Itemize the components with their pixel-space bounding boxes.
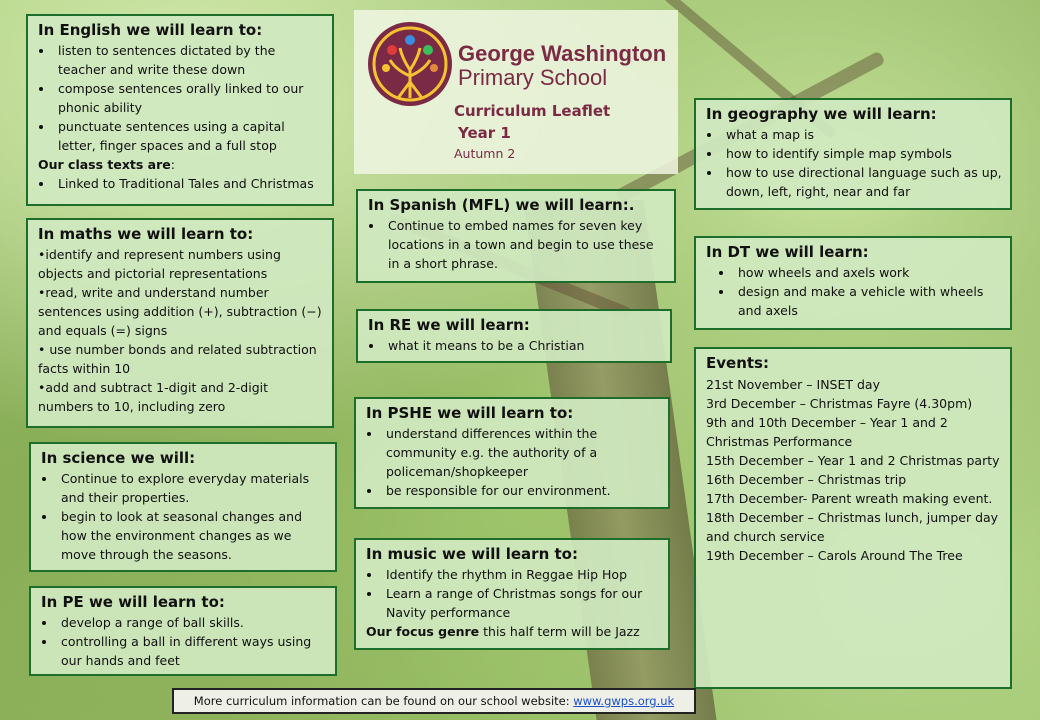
class-texts-label: Our class texts are: [38, 157, 171, 172]
school-logo: [366, 20, 454, 108]
list-item: • how wheels and axels work: [734, 263, 1002, 282]
english-title: In English we will learn to:: [38, 21, 263, 39]
leaflet-title: Curriculum Leaflet: [454, 102, 611, 120]
footer-text: More curriculum information can be found on our school website:: [193, 694, 574, 708]
footer-bar: [172, 688, 696, 714]
music-focus-label: Our focus genre: [366, 624, 480, 639]
website-link[interactable]: www.gwps.org.uk: [573, 694, 675, 708]
science-panel: [29, 442, 337, 572]
spanish-list: [368, 216, 666, 273]
pshe-panel: [354, 397, 670, 509]
list-item: • how to use directional language such as up, down, left, right, near and far: [722, 163, 1002, 201]
list-item: • develop a range of ball skills.: [57, 613, 327, 632]
english-list: [38, 41, 324, 155]
school-name-line2: Primary School: [458, 65, 608, 90]
list-item: • listen to sentences dictated by the teacher and write these down: [54, 41, 324, 79]
maths-line: •add and subtract 1-digit and 2-digit numbers to 10, including zero: [38, 380, 269, 414]
music-focus-text: this half term will be Jazz: [479, 624, 640, 639]
event-item: 18th December – Christmas lunch, jumper day and church service: [706, 510, 999, 544]
geography-title: In geography we will learn:: [706, 105, 937, 123]
list-item: • begin to look at seasonal changes and how the environment changes as we move through the seasons.: [57, 507, 327, 564]
dt-title: In DT we will learn:: [706, 243, 869, 261]
list-item: • understand differences within the community e.g. the authority of a policeman/shopkeeper: [382, 424, 660, 481]
list-item: • Continue to embed names for seven key locations in a town and begin to use these in a short phrase.: [384, 216, 666, 273]
class-texts-list: [38, 174, 324, 193]
event-item: 16th December – Christmas trip: [706, 472, 907, 487]
pe-title: In PE we will learn to:: [41, 593, 225, 611]
event-item: 15th December – Year 1 and 2 Christmas party: [706, 453, 1000, 468]
events-panel: [694, 347, 1012, 689]
event-item: 21st November – INSET day: [706, 377, 880, 392]
science-list: [41, 469, 327, 564]
list-item: • what a map is: [722, 125, 1002, 144]
event-item: 9th and 10th December – Year 1 and 2 Christmas Performance: [706, 415, 948, 449]
pshe-title: In PSHE we will learn to:: [366, 404, 574, 422]
pe-panel: [29, 586, 337, 676]
event-item: 17th December- Parent wreath making event.: [706, 491, 993, 506]
geography-list: [706, 125, 1002, 201]
maths-line: •read, write and understand number sentences using addition (+), subtraction (−) and equals (=) signs: [38, 285, 322, 338]
music-panel: [354, 538, 670, 650]
school-name: [458, 42, 666, 90]
science-title: In science we will:: [41, 449, 196, 467]
spanish-title-text: In Spanish (MFL) we will learn:: [368, 196, 629, 214]
school-name-line1: George Washington: [458, 41, 667, 66]
music-list: [366, 565, 660, 622]
list-item: • punctuate sentences using a capital letter, finger spaces and a full stop: [54, 117, 324, 155]
list-item: • Continue to explore everyday materials and their properties.: [57, 469, 327, 507]
english-panel: [26, 14, 334, 206]
list-item: • controlling a ball in different ways using our hands and feet: [57, 632, 327, 670]
maths-title: In maths we will learn to:: [38, 225, 254, 243]
music-focus: [366, 622, 660, 641]
class-texts-colon: :: [170, 157, 175, 172]
event-item: 3rd December – Christmas Fayre (4.30pm): [706, 396, 973, 411]
leaflet-year: Year 1: [458, 124, 511, 142]
events-title: Events:: [706, 354, 769, 372]
list-item: • Learn a range of Christmas songs for our Navity performance: [382, 584, 660, 622]
event-item: 19th December – Carols Around The Tree: [706, 548, 963, 563]
maths-panel: [26, 218, 334, 428]
spanish-title: [368, 195, 666, 215]
music-title: In music we will learn to:: [366, 545, 578, 563]
geography-panel: [694, 98, 1012, 210]
class-texts-heading: [38, 155, 324, 174]
list-item: • design and make a vehicle with wheels and axels: [734, 282, 1002, 320]
maths-line: • use number bonds and related subtraction facts within 10: [38, 342, 317, 376]
list-item: • compose sentences orally linked to our phonic ability: [54, 79, 324, 117]
list-item: • be responsible for our environment.: [382, 481, 660, 500]
pshe-list: [366, 424, 660, 500]
re-title: In RE we will learn:: [368, 316, 530, 334]
pe-list: [41, 613, 327, 670]
list-item: • Linked to Traditional Tales and Christmas: [54, 174, 324, 193]
spanish-title-suffix: .: [628, 196, 635, 214]
maths-line: •identify and represent numbers using objects and pictorial representations: [38, 247, 281, 281]
dt-panel: [694, 236, 1012, 330]
list-item: • how to identify simple map symbols: [722, 144, 1002, 163]
leaflet-term: Autumn 2: [454, 146, 516, 161]
dt-list: [706, 263, 1002, 320]
list-item: • what it means to be a Christian: [384, 336, 662, 355]
re-list: [368, 336, 662, 355]
spanish-panel: [356, 189, 676, 283]
list-item: • Identify the rhythm in Reggae Hip Hop: [382, 565, 660, 584]
re-panel: [356, 309, 672, 363]
